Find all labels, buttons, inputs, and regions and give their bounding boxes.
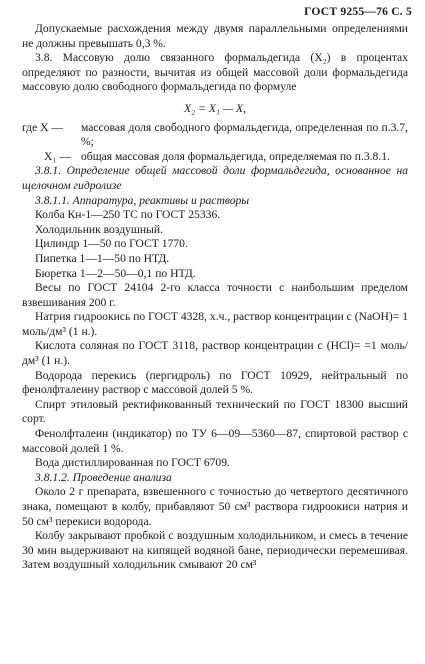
paragraph-3-8: 3.8. Массовую долю связанного формальдегида (X₂) в процентах определяют по разности, вычитая из общей массовой доли формальдегида массовую долю свободного формальдегида по формуле [22,51,408,94]
reagent-item: Весы по ГОСТ 24104 2-го класса точности с наибольшим пределом взвешивания 200 г. [22,281,408,309]
reagent-item: Вода дистиллированная по ГОСТ 6709. [35,456,230,470]
reagent-item: Натрия гидроокись по ГОСТ 4328, х.ч., раствор концентрации c (NaOH)= 1 моль/дм³ (1 н.). [22,310,408,338]
reagent-item: Пипетка 1—1—50 по НТД. [35,251,170,265]
paragraph-tolerance: Допускаемые расхождения между двумя параллельными определениями не должны превышать 0,3 %. [22,22,408,50]
page-header: ГОСТ 9255—76 С. 5 [304,5,412,18]
section-3-8-1-2: 3.8.1.2. Проведение анализа [35,470,172,484]
formula: X₂ = X₁ — X, [184,101,246,115]
reagent-item: Колба Кн-1—250 ТС по ГОСТ 25336. [35,208,221,222]
analysis-paragraph: Около 2 г препарата, взвешенного с точностью до четвертого десятичного знака, помещают в колбу, прибавляют 50 см³ раствора гидроокиси натрия и 50 см³ перекиси водорода. [22,485,408,528]
reagent-item: Водорода перекись (пергидроль) по ГОСТ 10929, нейтральный по фенолфталеину раствор с массовой долей 5 %. [22,368,408,397]
reagent-item: Фенолфталеин (индикатор) по ТУ 6—09—5360—87, спиртовой раствор с массовой долей 1 %. [22,427,408,455]
definition-label: где X — [22,120,63,134]
definition-x1 [22,150,408,165]
definition-label: X₁ — [44,149,71,163]
reagent-item: Холодильник воздушный. [35,222,163,236]
section-3-8-1-1: 3.8.1.1. Аппаратура, реактивы и растворы [35,193,250,207]
reagent-item: Бюретка 1—2—50—0,1 по НТД. [35,266,196,280]
reagent-item: Кислота соляная по ГОСТ 3118, раствор концентрации c (HCl)= =1 моль/дм³ (1 н.). [22,339,408,368]
definition-x [22,121,408,150]
reagent-item: Цилиндр 1—50 по ГОСТ 1770. [35,237,188,251]
analysis-paragraph: Колбу закрывают пробкой с воздушным холодильником, и смесь в течение 30 мин выдерживают на кипящей водяной бане, периодически перемешивая. Затем воздушный холодильник смывают 20 см³ [22,529,408,572]
definition-text: общая массовая доля формальдегида, определяемая по п.3.8.1. [81,149,390,163]
reagent-item: Спирт этиловый ректификованный технический по ГОСТ 18300 высший сорт. [22,397,408,426]
section-3-8-1: 3.8.1. Определение общей массовой доли формальдегида, основанное на щелочном гидролизе [22,164,408,192]
document-body [22,22,408,573]
definition-text: массовая доля свободного формальдегида, определенная по п.3.7, %; [81,120,408,149]
